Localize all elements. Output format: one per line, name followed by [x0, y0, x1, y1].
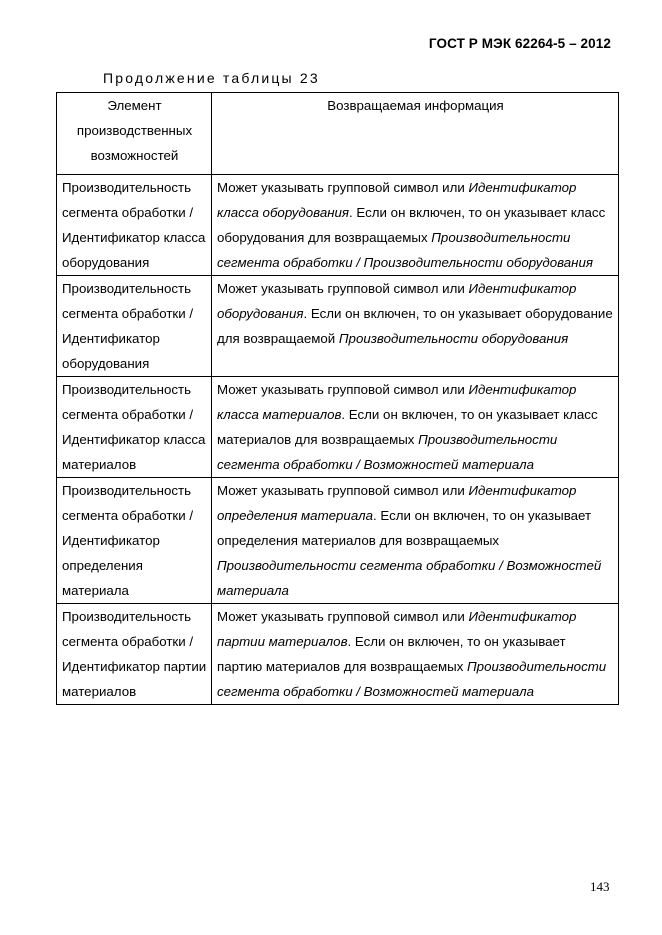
info-cell [212, 604, 619, 705]
info-cell [212, 175, 619, 276]
element-cell: Производительность сегмента обработки / Идентификатор класса материалов [57, 377, 212, 478]
element-cell: Производительность сегмента обработки / Идентификатор класса оборудования [57, 175, 212, 276]
info-prefix: Может указывать групповой символ или [217, 483, 469, 498]
info-tail: Производительности сегмента обработки / Производительности оборудования [217, 230, 593, 270]
info-mid: . Если он включен, то он указывает класс материалов для возвращаемых [217, 407, 598, 447]
capability-table [56, 92, 619, 705]
info-ref: Идентификатор класса материалов [217, 382, 577, 422]
info-prefix: Может указывать групповой символ или [217, 382, 469, 397]
column-header-info: Возвращаемая информация [212, 93, 619, 175]
info-prefix: Может указывать групповой символ или [217, 609, 469, 624]
info-tail: Производительности сегмента обработки / Возможностей материала [217, 432, 558, 472]
element-cell: Производительность сегмента обработки / Идентификатор оборудования [57, 276, 212, 377]
info-cell [212, 478, 619, 604]
info-mid: . Если он включен, то он указывает партию материалов для возвращаемых [217, 634, 566, 674]
info-cell [212, 377, 619, 478]
table-row [57, 276, 619, 377]
info-tail: Производительности оборудования [338, 331, 569, 346]
column-header-element: Элемент производственных возможностей [57, 93, 212, 175]
info-prefix: Может указывать групповой символ или [217, 281, 469, 296]
page-number: 143 [590, 879, 610, 894]
element-cell: Производительность сегмента обработки / Идентификатор партии материалов [57, 604, 212, 705]
info-ref: Идентификатор класса оборудования [217, 180, 577, 220]
info-mid: . Если он включен, то он указывает класс оборудования для возвращаемых [217, 205, 606, 245]
info-cell [212, 276, 619, 377]
table-caption: Продолжение таблицы 23 [103, 70, 320, 86]
element-cell: Производительность сегмента обработки / Идентификатор определения материала [57, 478, 212, 604]
info-tail: Производительности сегмента обработки / Возможностей материала [217, 659, 607, 699]
info-ref: Идентификатор определения материала [217, 483, 577, 523]
info-ref: Идентификатор оборудования [217, 281, 577, 321]
table-header-row [57, 93, 619, 175]
info-prefix: Может указывать групповой символ или [217, 180, 469, 195]
document-header: ГОСТ Р МЭК 62264-5 – 2012 [428, 36, 611, 51]
table-row [57, 377, 619, 478]
table-row [57, 478, 619, 604]
table-row [57, 604, 619, 705]
info-ref: Идентификатор партии материалов [217, 609, 577, 649]
info-tail: Производительности сегмента обработки / Возможностей материала [217, 558, 602, 598]
info-mid: . Если он включен, то он указывает определения материалов для возвращаемых [217, 508, 592, 548]
info-mid: . Если он включен, то он указывает оборудование для возвращаемой [217, 306, 613, 346]
table-row [57, 175, 619, 276]
